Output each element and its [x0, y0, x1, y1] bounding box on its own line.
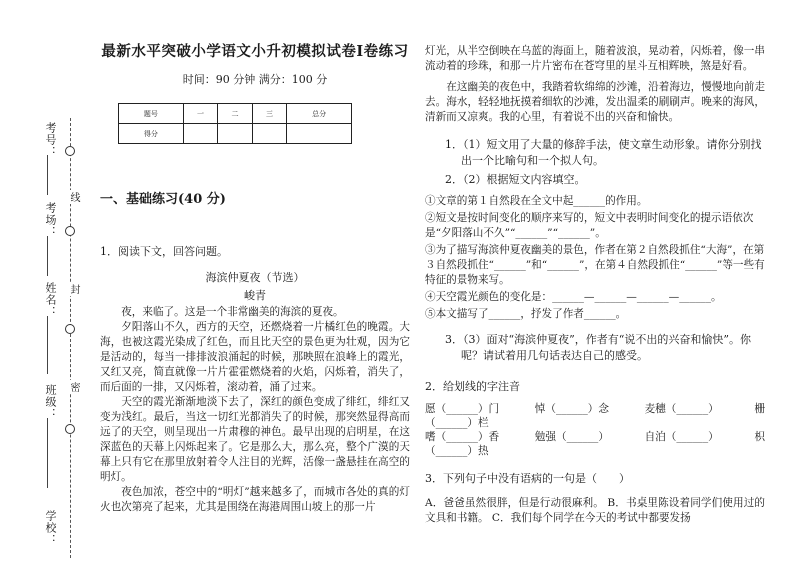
exam-room-label: 考场：	[44, 202, 57, 238]
score-header-cell: 三	[252, 104, 287, 124]
binding-hole-3	[65, 324, 75, 334]
pinyin-item[interactable]: 自泊（______）	[644, 431, 719, 443]
exam-number-line	[47, 155, 48, 195]
binding-hole-1	[65, 146, 75, 156]
exam-number-label: 考号：	[44, 122, 57, 158]
fill-blank-item: ④天空霞光颜色的变化是：______—______—______—______。	[425, 291, 722, 303]
sub-question-2: 2．（2）根据短文内容填空。	[445, 173, 586, 186]
pinyin-item[interactable]: 嗜（______）香	[425, 431, 500, 443]
school-label: 学校：	[44, 510, 57, 546]
pinyin-row	[425, 402, 765, 416]
pinyin-item[interactable]: 栅	[754, 403, 765, 415]
score-cell[interactable]	[252, 124, 287, 144]
left-column	[100, 40, 410, 515]
pinyin-item[interactable]: 枳	[754, 431, 765, 443]
passage-paragraph: 天空的霞光渐渐地淡下去了，深红的颜色变成了绯红，绯红又变为浅红。最后，当这一切红光都消失了的时候，那突然显得高而远了的天空，则呈现出一片肃穆的神色。最早出现的启明星，在这深蓝色的天幕上闪烁起来了。它是那么大，那么亮，整个广漠的天幕上只有它在那里放射着令人注目的光辉，活像一盏悬挂在高空的明灯。	[100, 396, 410, 483]
score-row-label: 得分	[119, 124, 184, 144]
passage-author: 峻青	[244, 289, 266, 302]
passage-title: 海滨仲夏夜（节选）	[205, 271, 305, 284]
binding-hole-2	[65, 226, 75, 236]
question-1-prompt: 1．阅读下文，回答问题。	[100, 245, 228, 258]
name-label: 姓名：	[44, 282, 57, 318]
passage-continuation: 灯光，从半空倒映在乌蓝的海面上，随着波浪，晃动着，闪烁着，像一串流动着的珍珠，和那一片片密布在苍穹里的星斗互相辉映，煞是好看。	[425, 45, 765, 72]
passage-paragraph: 夜色加浓，苍空中的“明灯”越来越多了，而城市各处的真的灯火也次第亮了起来，尤其是围绕在海港周围山坡上的那一片	[100, 486, 410, 513]
cut-mark-xian: 线	[68, 192, 79, 202]
cut-mark-mi: 密	[68, 382, 79, 392]
score-table-header-row	[119, 104, 352, 124]
fill-blank-item: ①文章的第１自然段在全文中起______的作用。	[425, 195, 648, 207]
class-line	[47, 418, 48, 488]
score-header-cell: 一	[183, 104, 218, 124]
name-line	[47, 316, 48, 374]
score-cell[interactable]	[218, 124, 253, 144]
question-3-prompt: 3．下列句子中没有语病的一句是（ ）	[425, 472, 630, 485]
score-table	[118, 103, 352, 144]
sub-question-1: 1．（1）短文用了大量的修辞手法，使文章生动形象。请你分别找出一个比喻句和一个拟人句。	[445, 138, 762, 167]
section-heading: 一、基础练习(40 分)	[100, 192, 226, 207]
score-header-cell: 二	[218, 104, 253, 124]
exam-meta: 时间：90 分钟 满分：100 分	[182, 73, 328, 86]
page-title: 最新水平突破小学语文小升初模拟试卷Ⅰ卷练习	[101, 43, 409, 60]
passage-paragraph: 在这幽美的夜色中，我踏着软绵绵的沙滩，沿着海边，慢慢地向前走去。海水，轻轻地抚摸着细软的沙滩，发出温柔的刷刷声。晚来的海风，清新而又凉爽。我的心里，有着说不出的兴奋和愉快。	[425, 81, 765, 123]
exam-room-line	[47, 236, 48, 276]
pinyin-item[interactable]: （______）栏	[425, 417, 489, 429]
pinyin-row	[425, 416, 765, 430]
passage-paragraph: 夕阳落山不久，西方的天空，还燃烧着一片橘红色的晚霞。大海，也被这霞光染成了红色，而且比天空的景色更为壮观，因为它是活动的，每当一排排波浪涌起的时候，那映照在浪峰上的霞光，又红又亮，简直就像一片片霍霍燃烧着的火焰，闪烁着，消失了，而后面的一排，又闪烁着，滚动着，涌了过来。	[100, 321, 410, 393]
fill-blank-item: ③为了描写海滨仲夏夜幽美的景色，作者在第２自然段抓住“大海”，在第３自然段抓住“______”和“______”，在第４自然段抓住“______”等一些有特征的景物来写。	[425, 244, 765, 286]
right-column	[425, 44, 765, 526]
cut-mark-feng: 封	[68, 284, 79, 294]
score-header-cell: 题号	[119, 104, 184, 124]
binding-dashed-line	[70, 118, 71, 558]
class-label: 班级：	[44, 384, 57, 420]
score-cell[interactable]	[183, 124, 218, 144]
binding-margin	[0, 0, 95, 565]
pinyin-grid	[425, 402, 765, 458]
question-2-prompt: 2．给划线的字注音	[425, 380, 520, 393]
binding-hole-4	[65, 424, 75, 434]
fill-blank-item: ②短文是按时间变化的顺序来写的，短文中表明时间变化的提示语依次是“夕阳落山不久”“______”“______”。	[425, 212, 754, 239]
score-table-score-row	[119, 124, 352, 144]
passage-paragraph: 夜，来临了。这是一个非常幽美的海滨的夏夜。	[121, 306, 344, 318]
score-header-cell: 总分	[287, 104, 352, 124]
question-3-options[interactable]: A．爸爸虽然很胖，但是行动很麻利。 B．书桌里陈设着同学们使用过的文具和书籍。 C．我们每个同学在今天的考试中都要发扬	[425, 497, 765, 524]
pinyin-item[interactable]: 悼（______）念	[534, 403, 609, 415]
pinyin-item[interactable]: 愿（______）门	[425, 403, 500, 415]
pinyin-item[interactable]: （______）热	[425, 445, 489, 457]
pinyin-row	[425, 430, 765, 444]
pinyin-item[interactable]: 麦穗（______）	[644, 403, 719, 415]
score-cell[interactable]	[287, 124, 352, 144]
fill-blank-item: ⑤本文描写了______，抒发了作者______。	[425, 308, 627, 320]
pinyin-item[interactable]: 勉强（______）	[534, 431, 609, 443]
pinyin-row	[425, 444, 765, 458]
sub-question-3: 3．（3）面对“海滨仲夏夜”，作者有“说不出的兴奋和愉快”。你呢？请试着用几句话表达自己的感受。	[445, 333, 751, 362]
